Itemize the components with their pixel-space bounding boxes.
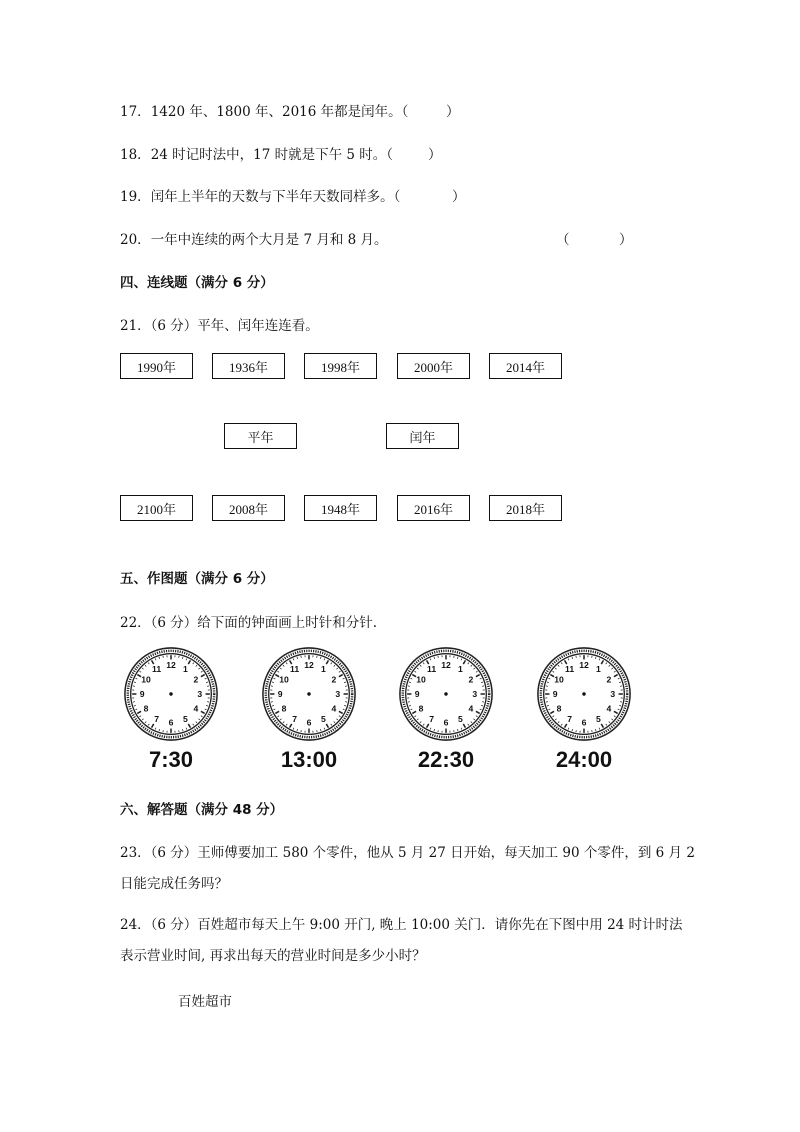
- question-number: 17．: [120, 104, 151, 120]
- clock-number: 12: [166, 660, 176, 671]
- clock-number: 3: [197, 688, 203, 699]
- clock-number: 11: [152, 663, 162, 674]
- question-21: 21．（6 分）平年、闰年连连看。: [120, 318, 319, 334]
- clock-number: 2: [193, 674, 199, 685]
- clock-number: 7: [567, 713, 572, 724]
- clock-number: 11: [565, 663, 575, 674]
- question-number: 20．: [120, 232, 151, 248]
- clock-face[interactable]: [261, 646, 357, 742]
- clock-number: 9: [139, 688, 145, 699]
- question-number: 19．: [120, 189, 151, 205]
- clock-time-label: 22:30: [417, 747, 475, 772]
- category-box-leap-year[interactable]: 闰年: [386, 423, 459, 449]
- clock-number: 6: [306, 717, 312, 728]
- clock-number: 12: [304, 660, 314, 671]
- question-text: 一年中连续的两个大月是 7 月和 8 月。: [150, 232, 388, 248]
- clock-number: 10: [554, 674, 564, 685]
- question-24-line-1: 24．（6 分）百姓超市每天上午 9:00 开门, 晚上 10:00 关门．请你先在下图中用 24 时计时法: [120, 917, 683, 933]
- section-4-heading: 四、连线题（满分 6 分）: [120, 275, 274, 291]
- clock-face[interactable]: [398, 646, 494, 742]
- clock-number: 3: [335, 688, 341, 699]
- question-22: 22．（6 分）给下面的钟面画上时针和分针.: [120, 615, 378, 631]
- clock-number: 6: [168, 717, 174, 728]
- clock-number: 2: [468, 674, 474, 685]
- answer-paren-close[interactable]: ）: [428, 147, 442, 163]
- clock-number: 7: [154, 713, 159, 724]
- store-name: 百姓超市: [178, 994, 232, 1010]
- clock-number: 11: [290, 663, 300, 674]
- clock-number: 10: [141, 674, 151, 685]
- clock-number: 8: [143, 703, 149, 714]
- question-text: 24 时记时法中，17 时就是下午 5 时。（: [150, 147, 394, 163]
- clock-number: 9: [414, 688, 420, 699]
- year-box-2014[interactable]: 2014年: [489, 353, 562, 379]
- question-18: [120, 143, 393, 163]
- clock-number: 5: [183, 713, 188, 724]
- year-box-1948[interactable]: 1948年: [304, 495, 377, 521]
- question-23-line-2: 日能完成任务吗？: [120, 876, 228, 892]
- clock-number: 11: [427, 663, 437, 674]
- question-text: 1420 年、1800 年、2016 年都是闰年。（: [150, 104, 409, 120]
- clock-number: 5: [458, 713, 463, 724]
- category-box-common-year[interactable]: 平年: [224, 423, 297, 449]
- question-20: [120, 228, 388, 248]
- year-box-1998[interactable]: 1998年: [304, 353, 377, 379]
- clock-center-dot: [582, 692, 585, 695]
- clock-number: 4: [606, 703, 612, 714]
- answer-paren-close[interactable]: ）: [619, 232, 633, 248]
- question-24-line-2: 表示营业时间, 再求出每天的营业时间是多少小时？: [120, 948, 426, 964]
- clock-number: 3: [472, 688, 478, 699]
- clock-number: 5: [321, 713, 326, 724]
- clock-number: 7: [429, 713, 434, 724]
- clock-time-label: 24:00: [555, 747, 613, 772]
- clock-number: 12: [579, 660, 589, 671]
- year-box-2018[interactable]: 2018年: [489, 495, 562, 521]
- clock-number: 8: [556, 703, 562, 714]
- clock-number: 10: [279, 674, 289, 685]
- answer-paren-open[interactable]: （: [556, 232, 570, 248]
- clock-center-dot: [444, 692, 447, 695]
- clock-time-label: 13:00: [280, 747, 338, 772]
- year-box-1936[interactable]: 1936年: [212, 353, 285, 379]
- answer-paren-close[interactable]: ）: [446, 104, 460, 120]
- clock-number: 2: [331, 674, 337, 685]
- clock-number: 8: [418, 703, 424, 714]
- section-6-heading: 六、解答题（满分 48 分）: [120, 802, 284, 818]
- question-17: [120, 100, 408, 120]
- year-box-1990[interactable]: 1990年: [120, 353, 193, 379]
- question-19: [120, 185, 400, 205]
- year-box-2008[interactable]: 2008年: [212, 495, 285, 521]
- clock-number: 3: [610, 688, 616, 699]
- year-box-2000[interactable]: 2000年: [397, 353, 470, 379]
- clock-number: 9: [277, 688, 283, 699]
- year-box-2016[interactable]: 2016年: [397, 495, 470, 521]
- clock-number: 7: [292, 713, 297, 724]
- clock-number: 1: [183, 663, 188, 674]
- section-5-heading: 五、作图题（满分 6 分）: [120, 571, 274, 587]
- clock-number: 6: [581, 717, 587, 728]
- question-number: 18．: [120, 147, 151, 163]
- clock-number: 1: [458, 663, 463, 674]
- clock-center-dot: [307, 692, 310, 695]
- clock-number: 5: [596, 713, 601, 724]
- question-23-line-1: 23．（6 分）王师傅要加工 580 个零件，他从 5 月 27 日开始，每天加工 90 个零件，到 6 月 2: [120, 845, 695, 861]
- clock-number: 8: [281, 703, 287, 714]
- clock-number: 12: [441, 660, 451, 671]
- clock-number: 4: [468, 703, 474, 714]
- clock-number: 1: [321, 663, 326, 674]
- clock-face[interactable]: [536, 646, 632, 742]
- clock-number: 10: [416, 674, 426, 685]
- clock-time-label: 7:30: [148, 747, 194, 772]
- clock-number: 2: [606, 674, 612, 685]
- clock-number: 6: [443, 717, 449, 728]
- clock-number: 4: [193, 703, 199, 714]
- year-box-2100[interactable]: 2100年: [120, 495, 193, 521]
- clock-face[interactable]: [123, 646, 219, 742]
- clock-number: 4: [331, 703, 337, 714]
- question-text: 闰年上半年的天数与下半年天数同样多。（: [150, 189, 401, 205]
- clock-center-dot: [169, 692, 172, 695]
- clock-number: 1: [596, 663, 601, 674]
- clock-number: 9: [552, 688, 558, 699]
- answer-paren-close[interactable]: ）: [452, 189, 466, 205]
